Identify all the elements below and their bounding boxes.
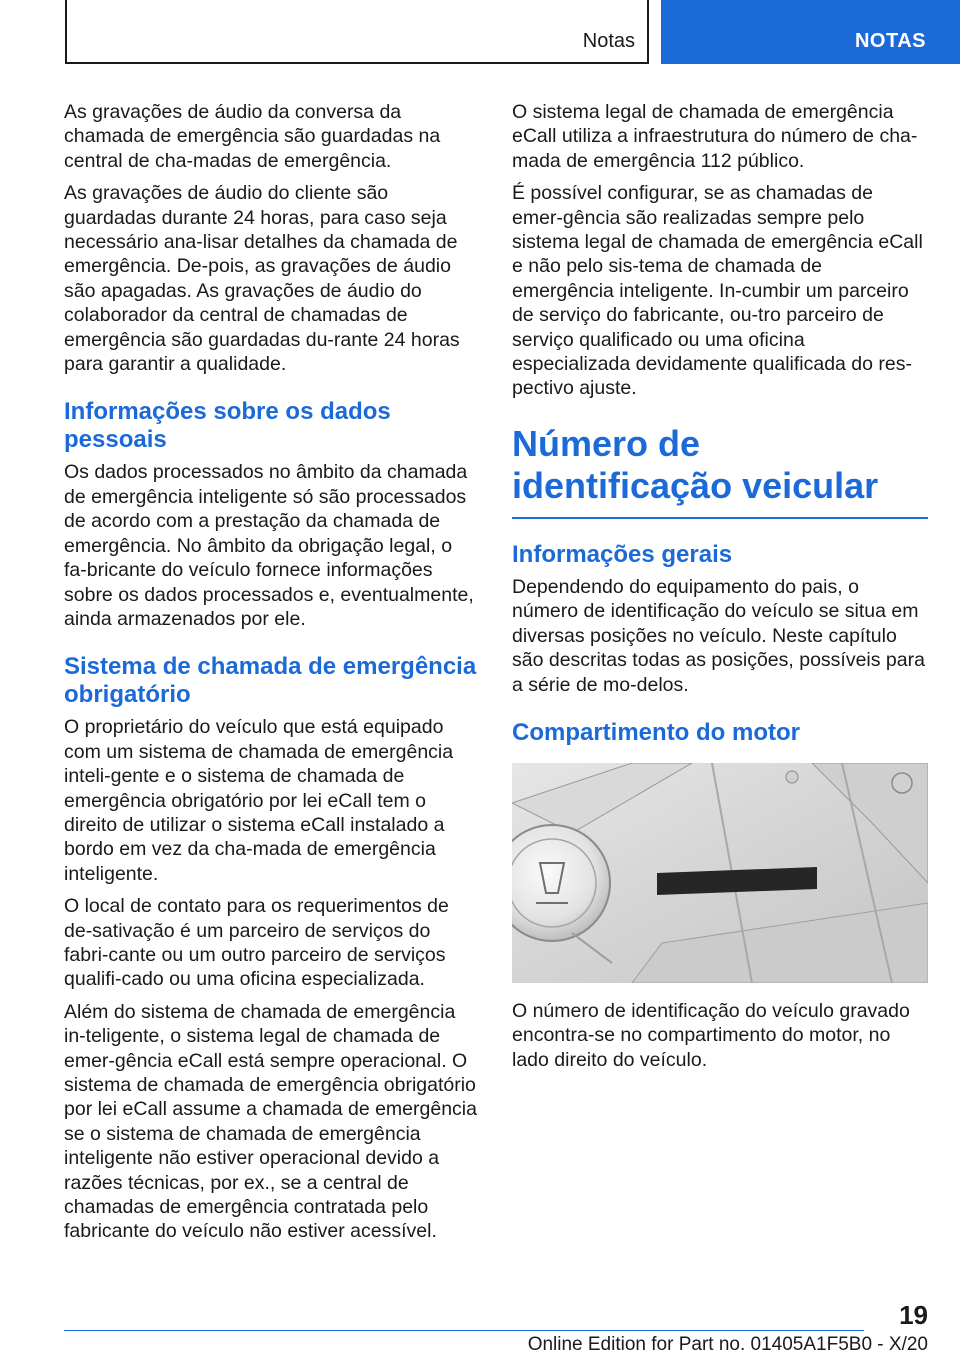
engine-compartment-image xyxy=(512,763,928,983)
paragraph: Os dados processados no âmbito da chamada de emergência inteligente só são processados de acordo com a prestação da chamada de emergência. No âmbito da obrigação legal, o fa-bricante do veículo fornece informações sobre os dados processados e, eventualmente, ainda armazenados por ele. xyxy=(64,461,474,630)
header-chapter-tab xyxy=(661,0,960,64)
heading-mandatory-system: Sistema de chamada de emergência obrigatório xyxy=(64,653,477,709)
paragraph: O local de contato para os requerimentos de de-sativação é um parceiro de serviços do fabri-cante ou um outro parceiro de serviços qualifi-cado ou uma oficina especializada. xyxy=(64,895,449,991)
heading-general-info: Informações gerais xyxy=(512,540,733,568)
paragraph: Além do sistema de chamada de emergência in-teligente, o sistema legal de chamada de emer-gência eCall está sempre operacional. O sistema de chamada de emergência obrigatório por lei eCall assume a chamada de emergência se o sistema de chamada de emergência inteligente não estiver operacional devido a razões técnicas, por ex., se a central de chamadas de emergência contratada pelo fabricante do veículo não estiver acessível. xyxy=(64,1000,477,1243)
heading-personal-data: Informações sobre os dados pessoais xyxy=(64,398,391,454)
paragraph: O número de identificação do veículo gravado encontra-se no compartimento do motor, no lado direito do veículo. xyxy=(512,999,910,1071)
header-tab-label: NOTAS xyxy=(854,30,926,52)
footer-edition: Online Edition for Part no. 01405A1F5B0 - X/20 xyxy=(527,1334,928,1355)
footer-divider xyxy=(64,1330,864,1331)
heading-engine-compartment: Compartimento do motor xyxy=(512,718,800,746)
right-column xyxy=(512,100,928,1080)
paragraph: As gravações de áudio do cliente são guardadas durante 24 horas, para caso seja necessário ana-lisar detalhes da chamada de emergência. De-pois, as gravações de áudio são apagadas. As gravações de áudio do colaborador da central de chamadas de emergência são guardadas du-rante 24 horas para garantir a qualidade. xyxy=(64,182,460,376)
heading-vin: Número de identificação veicular xyxy=(512,423,928,519)
paragraph: É possível configurar, se as chamadas de emer-gência são realizadas sempre pelo sistema legal de chamada de emergência eCall e não pelo sis-tema de chamada de emergência inteligente. In-cumbir um parceiro de serviço do fabricante, ou-tro parceiro de serviço qualificado ou uma oficina especializada devidamente qualificada do res-pectivo ajuste. xyxy=(512,182,923,400)
left-column xyxy=(64,100,478,1252)
paragraph: O sistema legal de chamada de emergência eCall utiliza a infraestrutura do número de cha-mada de emergência 112 público. xyxy=(512,101,918,172)
paragraph: As gravações de áudio da conversa da chamada de emergência são guardadas na central de cha-madas de emergência. xyxy=(64,101,441,172)
paragraph: O proprietário do veículo que está equipado com um sistema de chamada de emergência inteli-gente e o sistema de chamada de emergência obrigatório por lei eCall tem o direito de utilizar o sistema eCall instalado a bordo em vez da cha-mada de emergência inteligente. xyxy=(64,716,454,885)
paragraph: Dependendo do equipamento do pais, o número de identificação do veículo se situa em diversas posições no veículo. Neste capítulo são descritas todas as posições, possíveis para a série de mo-delos. xyxy=(512,575,925,696)
page-number: 19 xyxy=(899,1300,928,1330)
header-frame xyxy=(65,0,649,64)
header-section-label: Notas xyxy=(582,30,635,52)
